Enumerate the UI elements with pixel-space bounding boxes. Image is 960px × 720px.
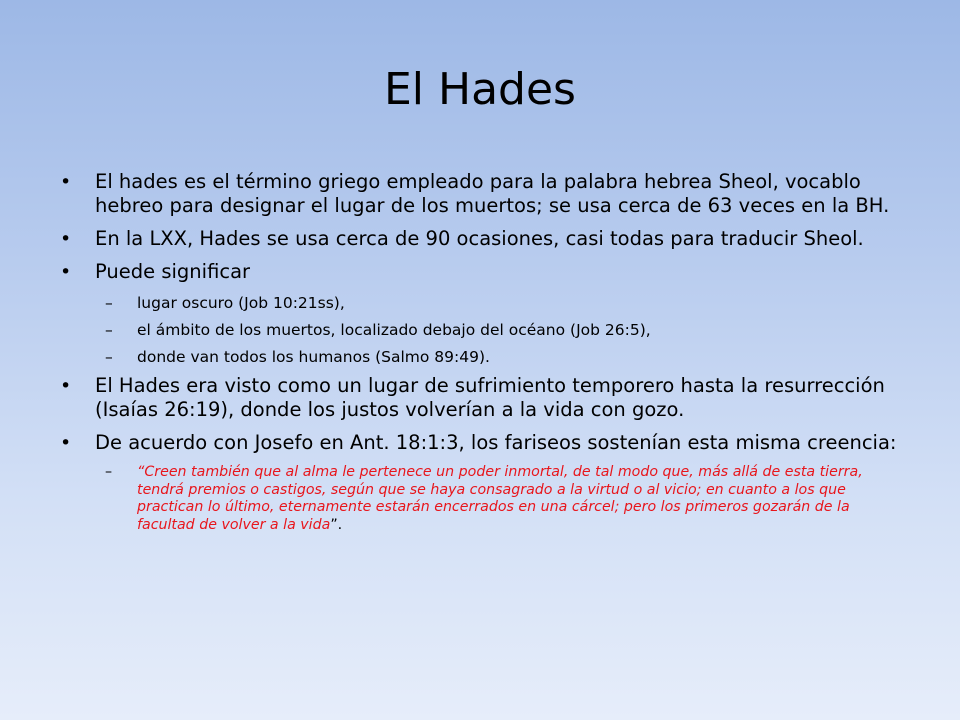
quote-close-mark: ” [330, 516, 338, 533]
dash-icon: – [105, 294, 113, 312]
bullet-icon: • [60, 375, 72, 397]
slide-title: El Hades [384, 64, 576, 115]
bullet-text: El Hades era visto como un lugar de sufrimiento temporero hasta la resurrección (Isaías 26:19), donde los justos volverían a la vida con gozo. [95, 374, 885, 421]
bullet-text: En la LXX, Hades se usa cerca de 90 ocasiones, casi todas para traducir Sheol. [95, 227, 864, 250]
bullet-text: El hades es el término griego empleado para la palabra hebrea Sheol, vocablo hebreo para designar el lugar de los muertos; se usa cerca de 63 veces en la BH. [95, 170, 890, 217]
bullet-icon: • [60, 432, 72, 454]
sub-item [58, 293, 908, 313]
bullet-icon: • [60, 228, 72, 250]
sub-item [58, 320, 908, 340]
quote-trailing-period: . [337, 516, 343, 533]
josefo-quote-text: Creen también que al alma le pertenece un poder inmortal, de tal modo que, más allá de esta tierra, tendrá premios o castigos, según que se haya consagrado a la virtud o al vicio; en cuanto a los que practican lo último, eternamente estarán encerrados en una cárcel; pero los primeros gozarán de la facultad de volver a la vida [137, 464, 863, 533]
bullet-icon: • [60, 171, 72, 193]
dash-icon: – [105, 348, 113, 366]
quote-open-mark: “ [137, 464, 145, 480]
sub-item-text: donde van todos los humanos (Salmo 89:49). [137, 348, 490, 366]
slide-content [58, 170, 908, 541]
bullet-item [58, 374, 908, 422]
bullet-icon: • [60, 261, 72, 283]
bullet-text: De acuerdo con Josefo en Ant. 18:1:3, los fariseos sostenían esta misma creencia: [95, 431, 897, 454]
bullet-item [58, 227, 908, 251]
bullet-text: Puede significar [95, 260, 251, 283]
bullet-item [58, 260, 908, 284]
dash-icon: – [105, 464, 113, 480]
sub-item-text: el ámbito de los muertos, localizado debajo del océano (Job 26:5), [137, 321, 651, 339]
bullet-item [58, 431, 908, 455]
quote-item [58, 464, 908, 534]
sub-item-text: lugar oscuro (Job 10:21ss), [137, 294, 345, 312]
dash-icon: – [105, 321, 113, 339]
sub-item [58, 347, 908, 367]
bullet-item [58, 170, 908, 218]
